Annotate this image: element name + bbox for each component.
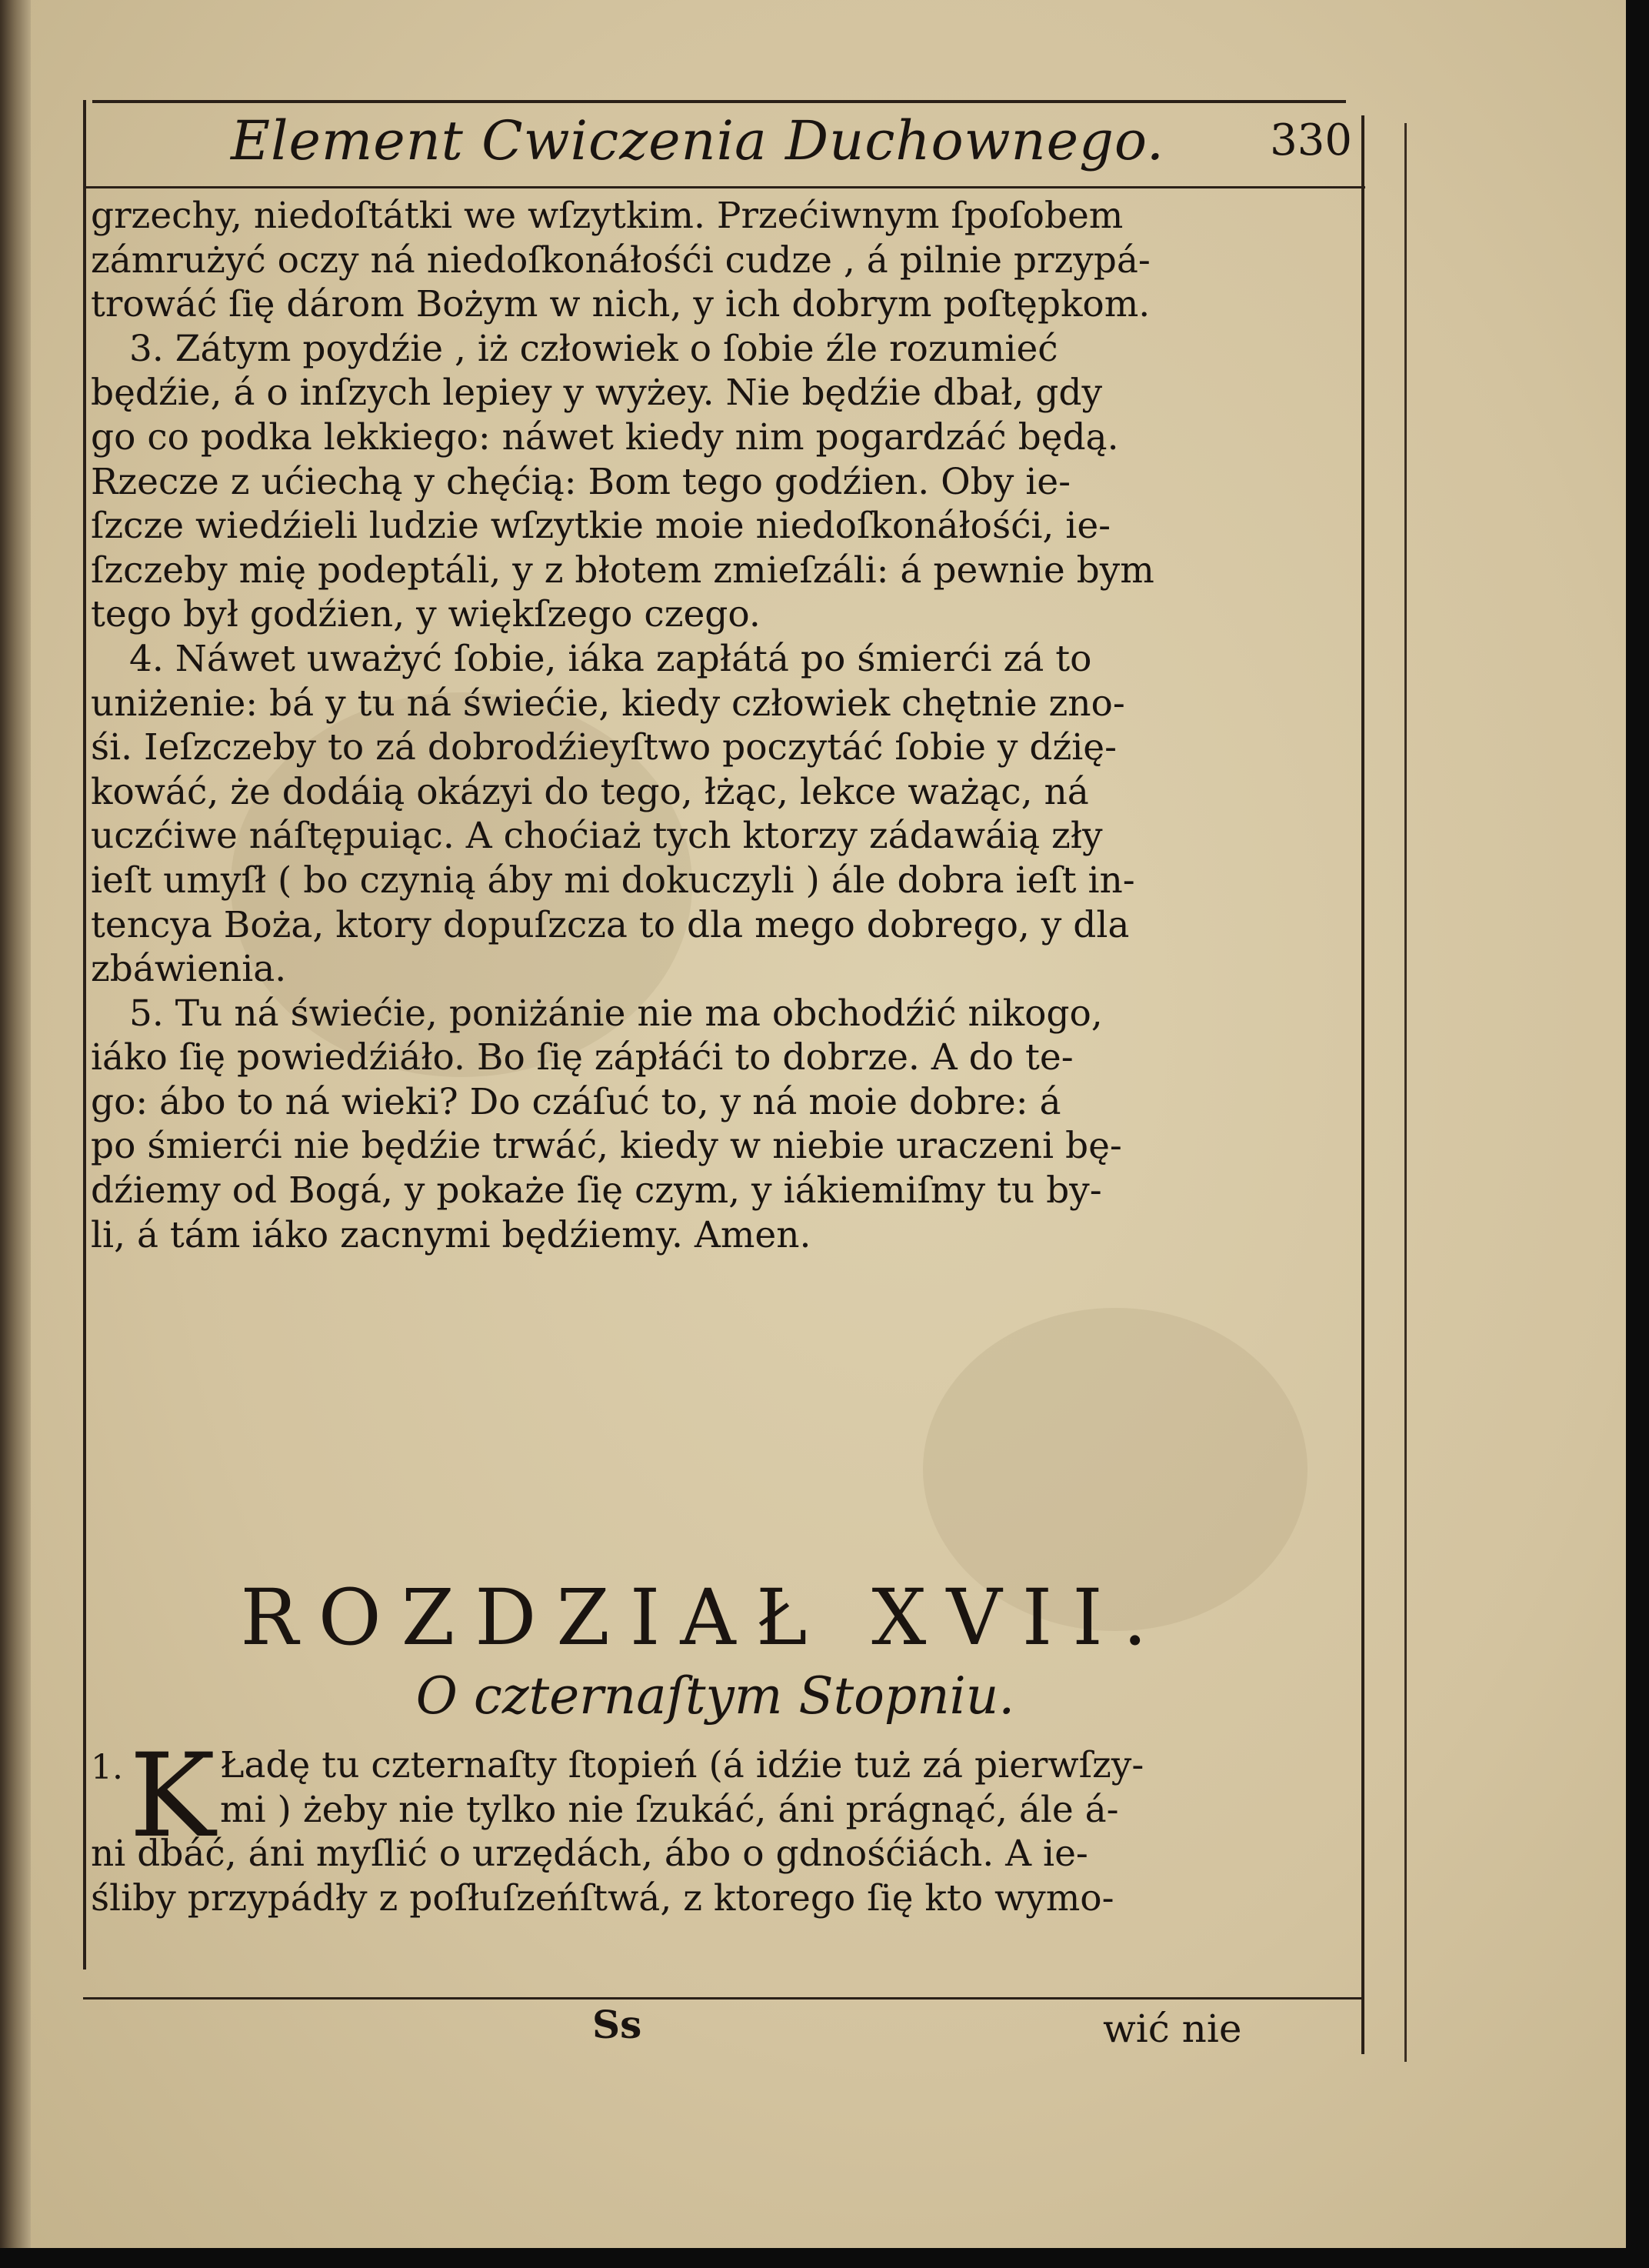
text-line: trowáć ſię dárom Bożym w nich, y ich dobrym poſtępkom. [91, 283, 1151, 326]
text-line: ieſt umyſł ( bo czynią áby mi dokuczyli ) ále dobra ieſt in- [91, 859, 1135, 902]
signature-mark: Ss [592, 2002, 642, 2047]
paragraph-start-line: 5. Tu ná świećie, poniżánie nie ma obchodźić nikogo, [129, 992, 1103, 1035]
running-title: Element Cwiczenia Duchownego. [231, 109, 1165, 172]
frame-rule-left [83, 100, 86, 1969]
text-line: tencya Boża, ktory dopuſzcza to dla mego dobrego, y dla [91, 903, 1130, 946]
frame-rule-top [92, 100, 1346, 103]
text-line: ni dbáć, áni myſlić o urzędách, ábo o gdnośćiách. A ie- [91, 1833, 1088, 1876]
text-line: śi. Ieſzczeby to zá dobrodźieyſtwo poczytáć ſobie y dźię- [91, 726, 1117, 769]
text-line: mi ) żeby nie tylko nie ſzukáć, áni prágnąć, ále á- [220, 1788, 1119, 1831]
body-text [91, 194, 1360, 1257]
frame-rule-right [1361, 115, 1364, 2054]
text-line: ſzcze wiedźieli ludzie wſzytkie moie niedoſkonáłośći, ie- [91, 505, 1111, 548]
section-number: 1. [91, 1748, 123, 1787]
page-number: 330 [1270, 115, 1352, 165]
frame-rule-bottom [83, 1997, 1364, 2000]
text-line: Ładę tu czternaſty ſtopień (á idźie tuż zá pierwſzy- [220, 1744, 1144, 1786]
text-line: uniżenie: bá y tu ná świećie, kiedy człowiek chętnie zno- [91, 682, 1125, 725]
running-header [108, 105, 1361, 185]
text-line: ſzczeby mię podeptáli, y z błotem zmieſzáli: á pewnie bym [91, 549, 1154, 592]
drop-cap-letter: K [129, 1729, 216, 1863]
scan-border-right [1626, 0, 1649, 2268]
frame-rule-right-outer [1404, 123, 1407, 2062]
text-line: po śmierći nie będźie trwáć, kiedy w niebie uraczeni bę- [91, 1125, 1122, 1168]
text-line: kowáć, że dodáią okázyi do tego, łżąc, lekce ważąc, ná [91, 770, 1089, 813]
text-line: będźie, á o inſzych lepiey y wyżey. Nie będźie dbał, gdy [91, 372, 1103, 415]
text-line: grzechy, niedoſtátki we wſzytkim. Przećiwnym ſpoſobem [91, 195, 1124, 237]
scan-border-bottom [0, 2248, 1649, 2268]
text-line: tego był godźien, y więkſzego czego. [91, 593, 761, 636]
chapter-heading: ROZDZIAŁ XVII. [240, 1573, 1168, 1663]
frame-rule-header [85, 186, 1365, 188]
text-line: iáko ſię powiedźiáło. Bo ſię zápłáći to dobrze. A do te- [91, 1036, 1074, 1079]
text-line: Rzecze z ućiechą y chęćią: Bom tego godźien. Oby ie- [91, 460, 1071, 503]
text-line: go: ábo to ná wieki? Do czáſuć to, y ná moie dobre: á [91, 1080, 1061, 1123]
text-line: zámrużyć oczy ná niedoſkonáłośći cudze , á pilnie przypá- [91, 238, 1151, 282]
catchword: wić nie [1103, 2006, 1242, 2051]
text-line: zbáwienia. [91, 948, 287, 991]
section-1-text [91, 1743, 1360, 1920]
paragraph-start-line: 4. Náwet uważyć ſobie, iáka zapłátá po śmierći zá to [129, 637, 1092, 680]
text-line: li, á tám iáko zacnymi będźiemy. Amen. [91, 1213, 811, 1256]
chapter-subheading: O czternaſtym Stopniu. [415, 1666, 1015, 1726]
text-line: śliby przypádły z poſłuſzeńſtwá, z ktorego ſię kto wymo- [91, 1876, 1114, 1919]
binding-gutter [0, 0, 31, 2268]
text-line: go co podka lekkiego: náwet kiedy nim pogardzáć będą. [91, 415, 1119, 459]
text-line: dźiemy od Bogá, y pokaże ſię czym, y iákiemiſmy tu by- [91, 1169, 1102, 1212]
paragraph-start-line: 3. Zátym poydźie , iż człowiek o ſobie źle rozumieć [129, 327, 1058, 370]
text-line: uczćiwe náſtępuiąc. A choćiaż tych ktorzy zádawáią zły [91, 815, 1103, 858]
